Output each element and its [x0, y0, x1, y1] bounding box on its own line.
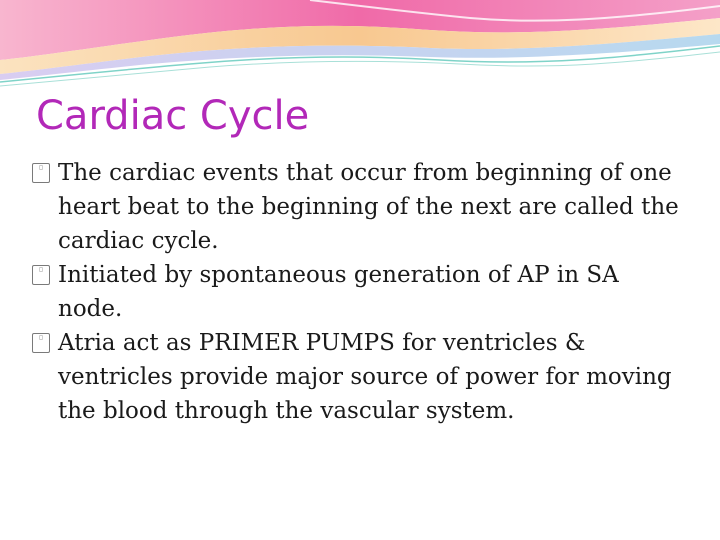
missing-glyph-icon: □: [32, 163, 50, 183]
slide-title: Cardiac Cycle: [36, 93, 310, 139]
bullet-text: Initiated by spontaneous generation of AP in SA node.: [58, 262, 619, 322]
missing-glyph-icon: □: [32, 265, 50, 285]
bullet-text: Atria act as PRIMER PUMPS for ventricles & ventricles provide major source of power for moving the blood through the vascular system.: [58, 330, 672, 424]
bullet-item-1: [32, 156, 682, 258]
decorative-wave-banner: [0, 0, 720, 100]
missing-glyph-icon: □: [32, 333, 50, 353]
bullet-item-2: [32, 258, 682, 326]
bullet-text: The cardiac events that occur from beginning of one heart beat to the beginning of the next are called the cardiac cycle.: [58, 160, 679, 254]
bullet-list: [32, 156, 682, 428]
bullet-item-3: [32, 326, 682, 428]
